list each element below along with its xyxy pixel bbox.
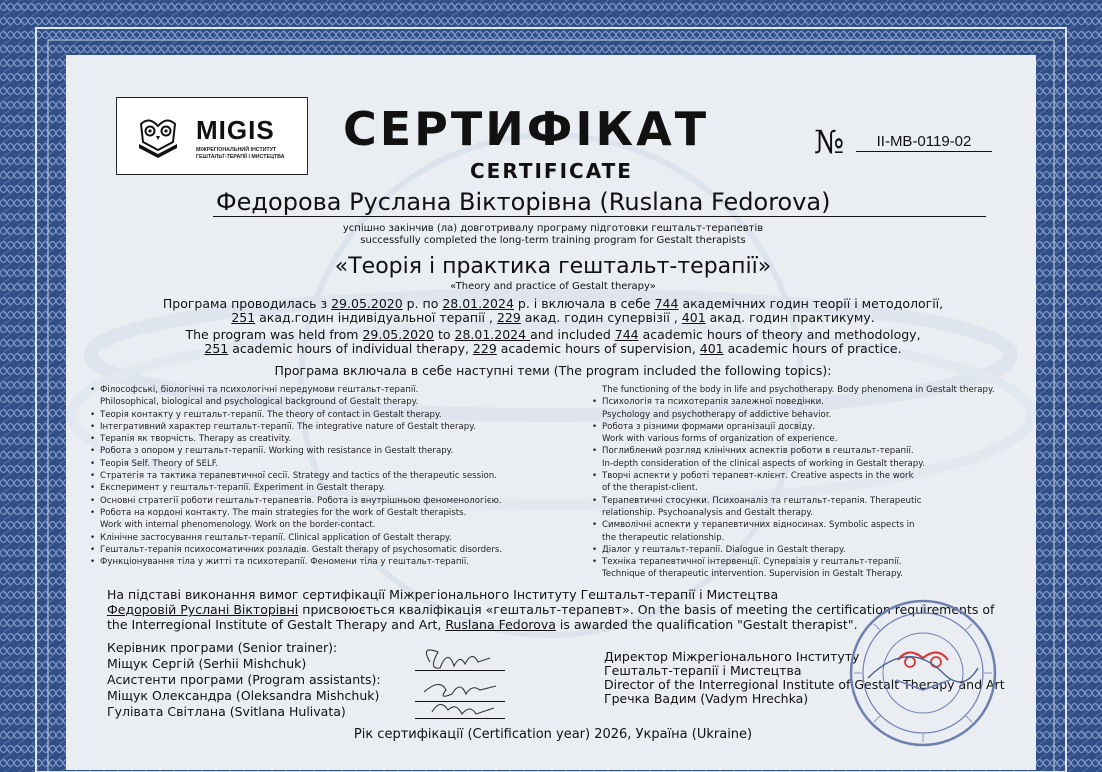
hours-practice: 401 bbox=[681, 310, 706, 325]
director-label-ua-2: Гештальт-терапії і Мистецтва bbox=[604, 663, 802, 678]
hours-individual: 251 bbox=[231, 310, 256, 325]
handwritten-signatures bbox=[410, 640, 520, 725]
certificate-subtitle: CERTIFICATE bbox=[470, 159, 633, 183]
topic-item: The functioning of the body in life and psychotherapy. Body phenomena in Gestalt therapy. bbox=[602, 385, 995, 395]
topic-item: • Робота з опором у гештальт-терапії. Working with resistance in Gestalt therapy. bbox=[90, 445, 502, 457]
program-ua-line1: Програма проводилась з 29.05.2020 р. по 28.01.2024 р. і включала в себе 744 академічних годин теорії і методології, bbox=[162, 296, 944, 311]
topic-item: • Функціонування тіла у житті та психотерапії. Феномени тіла у гештальт-терапії. bbox=[90, 556, 502, 568]
senior-trainer-label: Керівник програми (Senior trainer): bbox=[107, 640, 338, 655]
certificate-number: II-MB-0119-02 bbox=[856, 133, 992, 152]
assistants-label: Асистенти програми (Program assistants): bbox=[107, 672, 381, 687]
topics-left-column bbox=[90, 384, 502, 568]
recipient-name-en: Ruslana Fedorova bbox=[445, 617, 556, 632]
hours-theory: 744 bbox=[654, 296, 679, 311]
topic-item: • Робота з різними формами організації досвіду. bbox=[592, 421, 995, 433]
certification-year: Рік сертифікації (Certification year) 2026, Україна (Ukraine) bbox=[353, 727, 753, 742]
topic-item: • Теорія контакту у гештальт-терапії. The theory of contact in Gestalt therapy. bbox=[90, 409, 502, 421]
start-date: 29.05.2020 bbox=[331, 296, 403, 311]
topic-item: • Психологія та психотерапія залежної поведінки. bbox=[592, 396, 995, 408]
topic-item: • Поглиблений розгляд клінічних аспектів роботи в гештальт-терапії. bbox=[592, 445, 995, 457]
program-ua-line2: 251 акад.годин індивідуальної терапії , 229 акад. годин супервізії , 401 акад. годин практикуму. bbox=[231, 310, 875, 325]
topic-item: Psychology and psychotherapy of addictive behavior. bbox=[602, 409, 832, 420]
certificate-title: СЕРТИФІКАТ bbox=[343, 102, 710, 156]
qualification-text: На підставі виконання вимог сертифікації Міжрегіонального Інституту Гештальт-терапії і Мистецтва Федоровій Руслані Вікторівні присвоюється кваліфікація «гештальт-терапевт». On the basis of meeting the certification requirements of the Interregional Institute of Gestalt Therapy and Art, Ruslana Fedorova is awarded the qualification "Gestalt therapist". bbox=[107, 587, 995, 632]
course-title-ua: «Теорія і практика гештальт-терапії» bbox=[334, 254, 772, 279]
topic-item: • Символічні аспекти у терапевтичних відносинах. Symbolic aspects in bbox=[592, 519, 995, 531]
course-title-en: «Theory and practice of Gestalt therapy» bbox=[450, 281, 656, 292]
director-label-en: Director of the Interregional Institute of Gestalt Therapy and Art bbox=[604, 677, 1005, 692]
topic-item: • Творчі аспекти у роботі терапевт-клієнт. Creative aspects in the work bbox=[592, 470, 995, 482]
topic-item: Philosophical, biological and psychological background of Gestalt therapy. bbox=[100, 397, 419, 408]
topic-item: • Основні стратегії роботи гештальт-терапевтів. Робота із внутрішньою феноменологією. bbox=[90, 495, 502, 507]
completed-ua: успішно закінчив (ла) довготривалу програму підготовки гештальт-терапевтів bbox=[342, 223, 764, 234]
topic-item: • Клінічне застосування гештальт-терапії. Clinical application of Gestalt therapy. bbox=[90, 532, 502, 544]
director-name: Гречка Вадим (Vadym Hrechka) bbox=[604, 691, 809, 706]
topic-item: • Діалог у гештальт-терапії. Dialogue in Gestalt therapy. bbox=[592, 544, 995, 556]
director-label-ua-1: Директор Міжрегіонального Інституту bbox=[604, 649, 860, 664]
topic-item: • Терапевтичні стосунки. Психоаналіз та гештальт-терапія. Therapeutic bbox=[592, 495, 995, 507]
official-seal bbox=[848, 598, 998, 748]
program-en-line1: The program was held from 29.05.2020 to 28.01.2024 and included 744 academic hours of theory and methodology, bbox=[185, 327, 921, 342]
topic-item: relationship. Psychoanalysis and Gestalt therapy. bbox=[602, 507, 813, 518]
hours-supervision: 229 bbox=[496, 310, 521, 325]
signatories-left bbox=[107, 640, 381, 720]
topic-item: • Техніка терапевтичної інтервенції. Супервізія у гештальт-терапії. bbox=[592, 556, 995, 568]
topic-item: • Робота на кордоні контакту. The main strategies for the work of Gestalt therapists. bbox=[90, 507, 502, 519]
recipient-name-ua: Федоровій Руслані Вікторівні bbox=[107, 602, 299, 617]
recipient-name: Федорова Руслана Вікторівна (Ruslana Fedorova) bbox=[213, 188, 986, 217]
assistant-1-name: Міщук Олександра (Oleksandra Mishchuk) bbox=[107, 688, 380, 703]
topic-item: the therapeutic relationship. bbox=[602, 532, 725, 543]
topic-item: • Теорія Self. Theory of SELF. bbox=[90, 458, 502, 470]
topic-item: Work with various forms of organization of experience. bbox=[602, 434, 838, 445]
topic-item: • Філософські, біологічні та психологічні передумови гештальт-терапії. bbox=[90, 384, 502, 396]
completed-en: successfully completed the long-term training program for Gestalt therapists bbox=[360, 235, 746, 246]
topic-item: • Експеримент у гештальт-терапії. Experiment in Gestalt therapy. bbox=[90, 482, 502, 494]
topic-item: Work with internal phenomenology. Work on the border-contact. bbox=[100, 520, 376, 531]
logo-name: MIGIS bbox=[196, 115, 275, 145]
assistant-2-name: Гулівата Світлана (Svitlana Hulivata) bbox=[107, 704, 346, 719]
end-date: 28.01.2024 bbox=[442, 296, 514, 311]
topic-item: • Інтегративний характер гештальт-терапії. The integrative nature of Gestalt therapy. bbox=[90, 421, 502, 433]
owl-book-logo-icon bbox=[135, 114, 181, 160]
topics-heading: Програма включала в себе наступні теми (The program included the following topics): bbox=[274, 363, 832, 378]
topic-item: • Терапія як творчість. Therapy as creativity. bbox=[90, 433, 502, 445]
topic-item: In-depth consideration of the clinical aspects of working in Gestalt therapy. bbox=[602, 458, 925, 469]
topic-item: • Гештальт-терапія психосоматичних розладів. Gestalt therapy of psychosomatic disorders. bbox=[90, 544, 502, 556]
senior-trainer-name: Міщук Сергій (Serhii Mishchuk) bbox=[107, 656, 307, 671]
topic-item: • Стратегія та тактика терапевтичної сесії. Strategy and tactics of the therapeutic session. bbox=[90, 470, 502, 482]
logo-subtitle: МІЖРЕГІОНАЛЬНИЙ ІНСТИТУТ ГЕШТАЛЬТ-ТЕРАПІЇ І МИСТЕЦТВА bbox=[196, 147, 285, 160]
program-en-line2: 251 academic hours of individual therapy, 229 academic hours of supervision, 401 academic hours of practice. bbox=[204, 341, 902, 356]
topic-item: of the therapist-client. bbox=[602, 483, 698, 494]
topic-item: Technique of therapeutic intervention. Supervision in Gestalt Therapy. bbox=[602, 569, 903, 580]
number-sign: № bbox=[814, 123, 845, 161]
topics-right-column bbox=[592, 384, 995, 581]
